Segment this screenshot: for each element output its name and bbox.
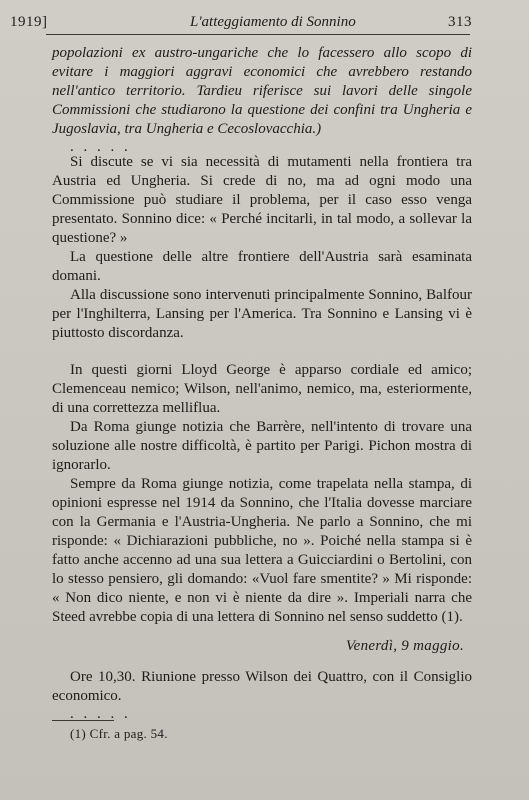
paragraph: Sempre da Roma giunge notizia, come trapelata nella stampa, di opinioni espresse nel 1914 da Sonnino, che l'Italia dovesse marciare con la Germania e l'Austria-Ungheria. Ne parlo a Sonnino, che mi risponde: « Dichiarazioni pubbliche, no ». Poiché nella stampa si è fatto anche accenno ad una sua lettera a Guicciardini o Bertolini, con lo stesso pensiero, gli domando: «Vuol fare smentite? » Mi risponde: « Non dico niente, e non vi è niente da dire ». Imperiali narra che Steed avrebbe copia di una lettera di Sonnino nel senso suddetto (1). [52, 476, 472, 625]
page-body [52, 44, 472, 720]
paragraph: Da Roma giunge notizia che Barrère, nell'intento di trovare una soluzione alle nostre difficoltà, è partito per Parigi. Pichon mostra di ignorarlo. [52, 419, 472, 473]
ellipsis-separator: . . . . . [70, 139, 131, 155]
page-number: 313 [448, 14, 472, 30]
header-year: 1919] [10, 14, 48, 30]
header-rule [46, 34, 470, 35]
running-title: L'atteggiamento di Sonnino [190, 14, 356, 30]
paragraph: La questione delle altre frontiere dell'Austria sarà esaminata domani. [52, 249, 472, 284]
date-heading: Venerdì, 9 maggio. [345, 638, 464, 654]
section-gap [52, 343, 472, 361]
footnote: (1) Cfr. a pag. 54. [70, 726, 168, 741]
paragraph: Alla discussione sono intervenuti principalmente Sonnino, Balfour per l'Inghilterra, Lansing per l'America. Tra Sonnino e Lansing vi è piuttosto discordanza. [52, 287, 472, 341]
paragraph: Si discute se vi sia necessità di mutamenti nella frontiera tra Austria ed Ungheria. Si crede di no, ma ad ogni modo una Commissione può studiare il problema, per il caso esso venga presentato. Sonnino dice: « Perché incitarli, in tal modo, a sollevar la questione? » [52, 154, 472, 246]
running-header [10, 12, 472, 34]
paragraph: Ore 10,30. Riunione presso Wilson dei Quattro, con il Consiglio economico. [52, 669, 472, 704]
ellipsis-separator: . . . . . [70, 706, 131, 722]
footnote-rule [52, 720, 114, 721]
paragraph: In questi giorni Lloyd George è apparso cordiale ed amico; Clemenceau nemico; Wilson, nell'animo, nemico, ma, esteriormente, di una correttezza melliflua. [52, 362, 472, 416]
paragraph-continuation: popolazioni ex austro-ungariche che lo facessero allo scopo di evitare i maggiori aggravi economici che avrebbero restando nell'antico territorio. Tardieu riferisce sui lavori delle singole Commissioni che studiarono la questione dei confini tra Ungheria e Jugoslavia, tra Ungheria e Cecoslovacchia.) [52, 45, 472, 137]
